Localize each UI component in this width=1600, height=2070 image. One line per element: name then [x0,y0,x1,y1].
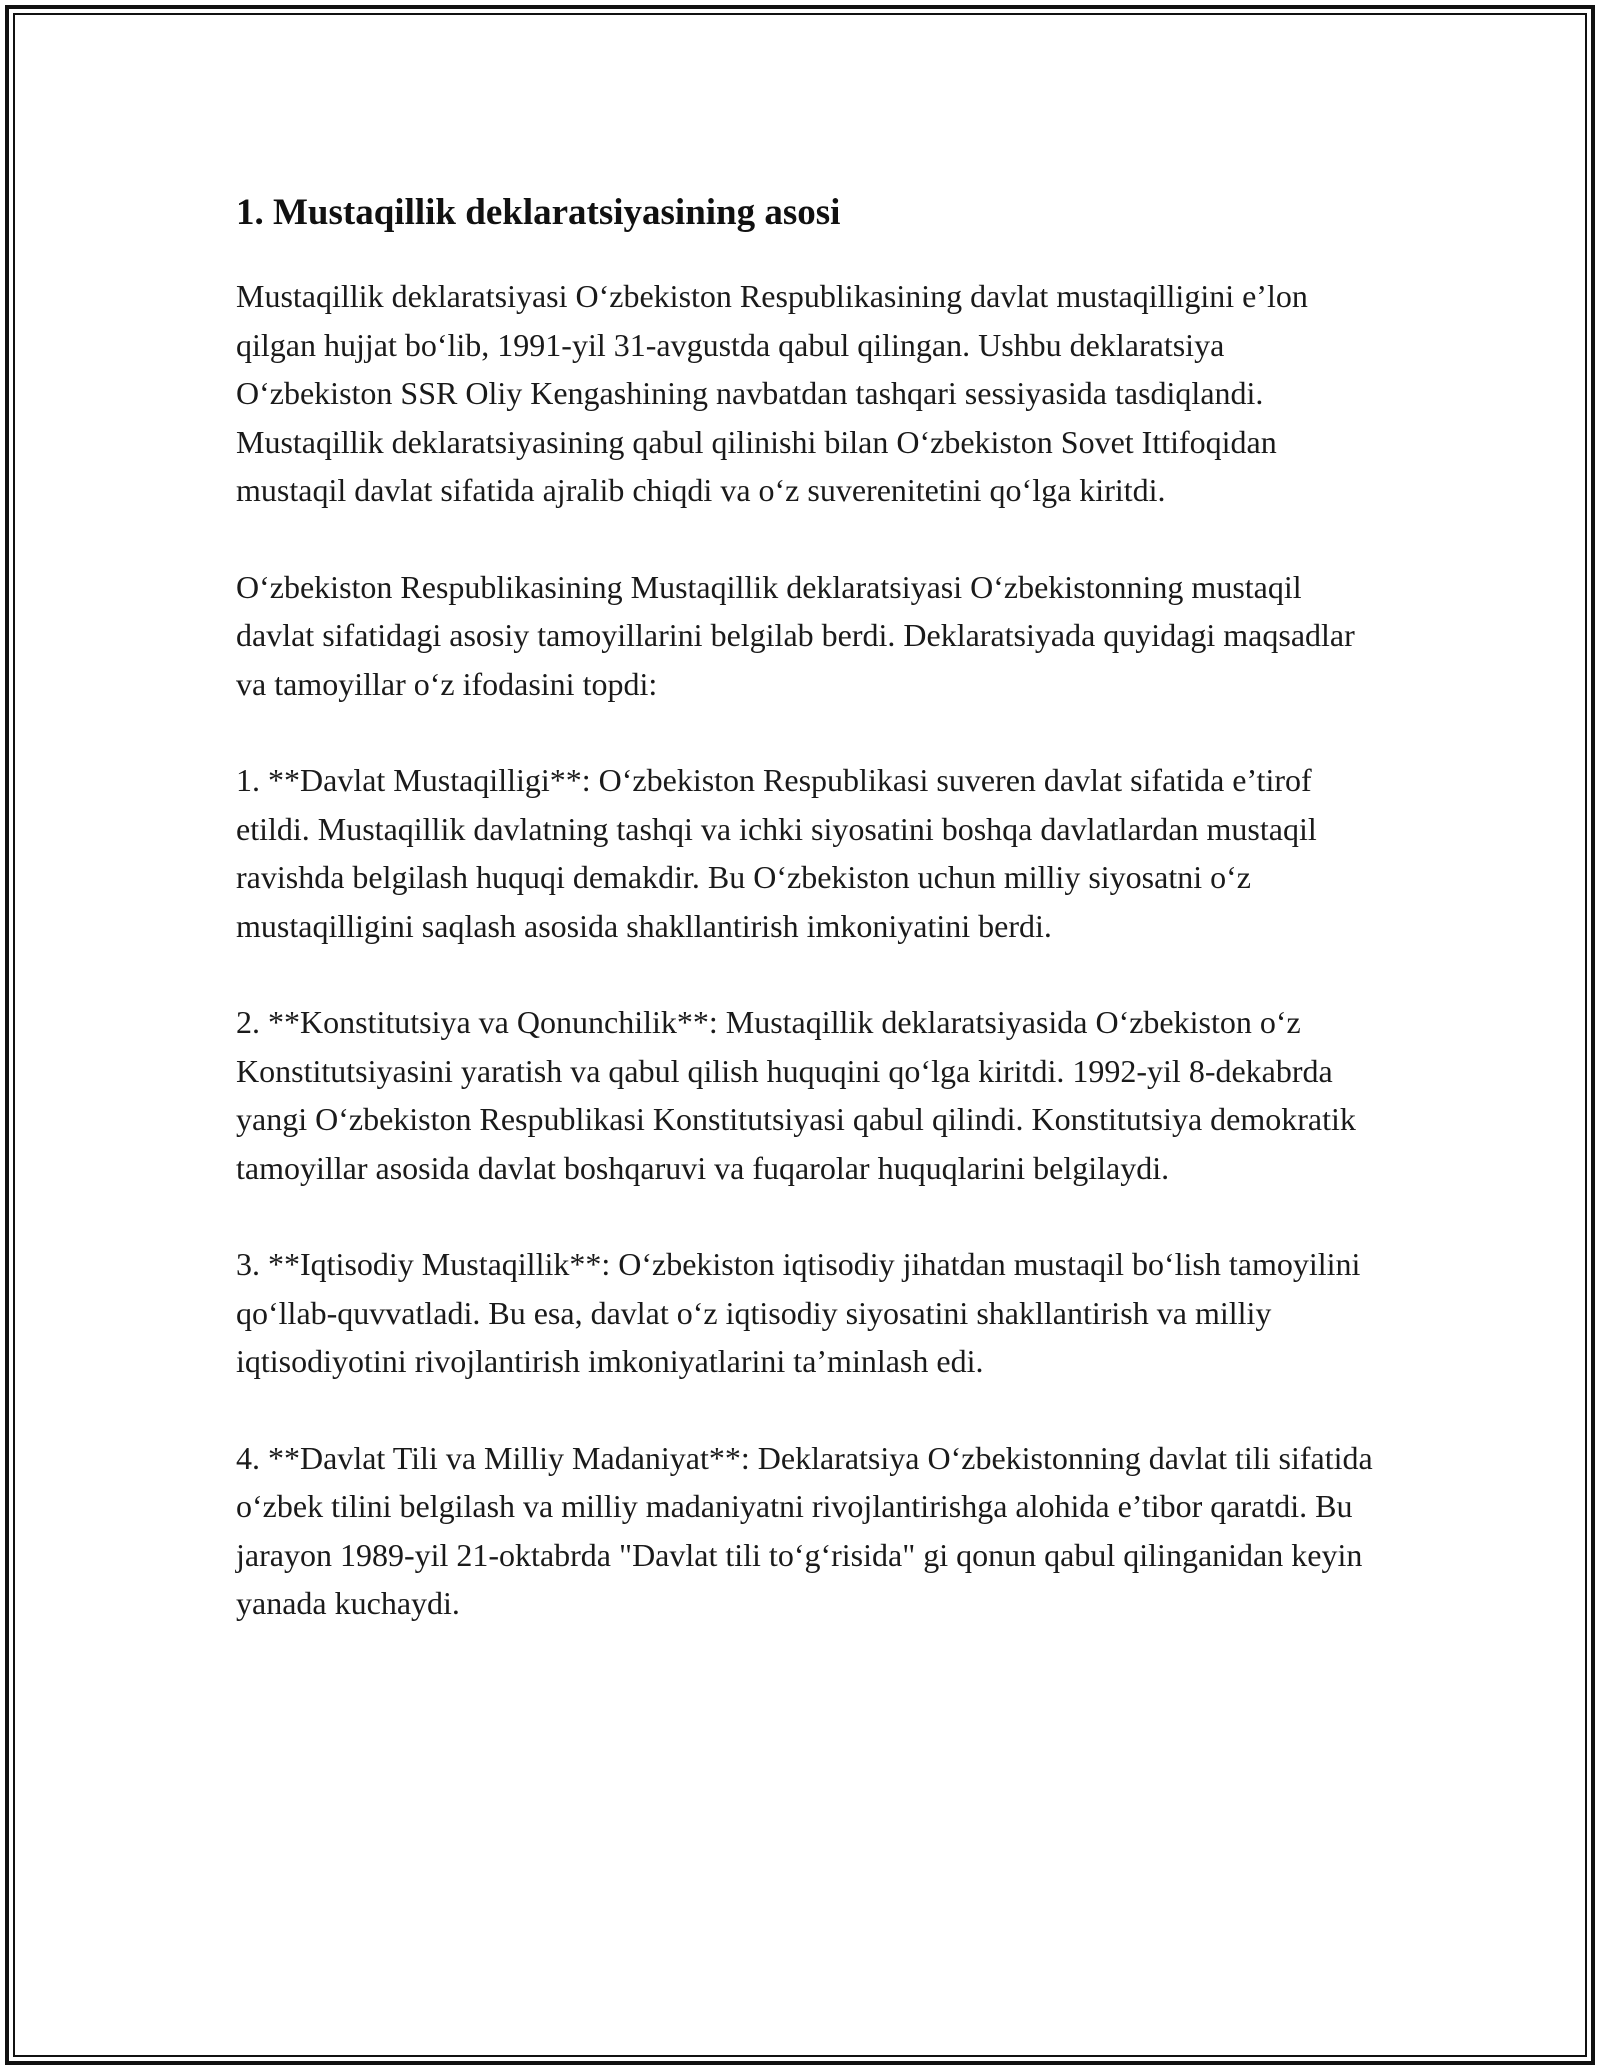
paragraph-intro: Mustaqillik deklaratsiyasi O‘zbekiston Respublikasining davlat mustaqilligini e’lon qilgan hujjat bo‘lib, 1991-yil 31-avgustda qabul qilingan. Ushbu deklaratsiya O‘zbekiston SSR Oliy Kengashining navbatdan tashqari sessiyasida tasdiqlandi. Mustaqillik deklaratsiyasining qabul qilinishi bilan O‘zbekiston Sovet Ittifoqidan mustaqil davlat sifatida ajralib chiqdi va o‘z suverenitetini qo‘lga kiritdi. [236,278,1308,508]
paragraph-item-1: 1. **Davlat Mustaqilligi**: O‘zbekiston Respublikasi suveren davlat sifatida e’tirof etildi. Mustaqillik davlatning tashqi va ichki siyosatini boshqa davlatlardan mustaqil ravishda belgilash huquqi demakdir. Bu O‘zbekiston uchun milliy siyosatni o‘z mustaqilligini saqlash asosida shakllantirish imkoniyatini berdi. [236,762,1317,944]
paragraph-item-4: 4. **Davlat Tili va Milliy Madaniyat**: Deklaratsiya O‘zbekistonning davlat tili sifatida o‘zbek tilini belgilash va milliy madaniyatni rivojlantirishga alohida e’tibor qaratdi. Bu jarayon 1989-yil 21-oktabrda "Davlat tili to‘g‘risida" gi qonun qabul qilinganidan keyin yanada kuchaydi. [236,1439,1373,1621]
paragraph-item-2: 2. **Konstitutsiya va Qonunchilik**: Mustaqillik deklaratsiyasida O‘zbekiston o‘z Konstitutsiyasini yaratish va qabul qilish huquqini qo‘lga kiritdi. 1992-yil 8-dekabrda yangi O‘zbekiston Respublikasi Konstitutsiyasi qabul qilindi. Konstitutsiya demokratik tamoyillar asosida davlat boshqaruvi va fuqarolar huquqlarini belgilaydi. [236,1004,1356,1186]
document-body [236,186,1376,1676]
paragraph-item-3: 3. **Iqtisodiy Mustaqillik**: O‘zbekiston iqtisodiy jihatdan mustaqil bo‘lish tamoyilini qo‘llab-quvvatladi. Bu esa, davlat o‘z iqtisodiy siyosatini shakllantirish va milliy iqtisodiyotini rivojlantirish imkoniyatlarini ta’minlash edi. [236,1246,1361,1379]
paragraph-principles: O‘zbekiston Respublikasining Mustaqillik deklaratsiyasi O‘zbekistonning mustaqil davlat sifatidagi asosiy tamoyillarini belgilab berdi. Deklaratsiyada quyidagi maqsadlar va tamoyillar o‘z ifodasini topdi: [236,568,1355,702]
section-heading: 1. Mustaqillik deklaratsiyasining asosi [236,192,841,233]
